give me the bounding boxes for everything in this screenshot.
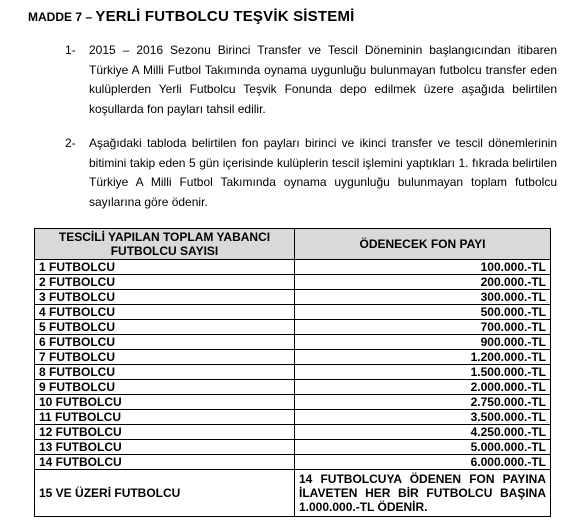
player-count-cell: 11 FUTBOLCU: [35, 410, 295, 425]
player-count-cell: 5 FUTBOLCU: [35, 320, 295, 335]
article-heading: YERLİ FUTBOLCU TEŞVİK SİSTEMİ: [95, 8, 355, 25]
paragraph-number: 2-: [65, 136, 76, 150]
player-count-cell: 4 FUTBOLCU: [35, 305, 295, 320]
player-count-cell: 12 FUTBOLCU: [35, 425, 295, 440]
player-count-cell: 15 VE ÜZERİ FUTBOLCU: [35, 470, 295, 517]
player-count-cell: 8 FUTBOLCU: [35, 365, 295, 380]
player-count-cell: 13 FUTBOLCU: [35, 440, 295, 455]
header-player-count: TESCİLİ YAPILAN TOPLAM YABANCI FUTBOLCU SAYISI: [35, 229, 295, 260]
paragraph-1: [65, 41, 557, 119]
fund-share-cell: 1.200.000.-TL: [295, 350, 551, 365]
table-row: [35, 275, 551, 290]
fund-share-table: [34, 228, 551, 517]
fund-share-cell: 900.000.-TL: [295, 335, 551, 350]
table-row-last: [35, 470, 551, 517]
table-row: [35, 380, 551, 395]
fund-share-cell: 700.000.-TL: [295, 320, 551, 335]
table-row: [35, 350, 551, 365]
player-count-cell: 10 FUTBOLCU: [35, 395, 295, 410]
paragraph-text: Aşağıdaki tabloda belirtilen fon payları birinci ve ikinci transfer ve tescil dönemlerinin bitimini takip eden 5 gün içerisinde kulüplerin tescil işlemini yaptıkları 1. fıkrada belirtilen Türkiye A Milli Futbol Takımında oynama uygunluğu bulunmayan toplam futbolcu sayılarına göre ödenir.: [89, 136, 557, 209]
player-count-cell: 1 FUTBOLCU: [35, 260, 295, 275]
table-row: [35, 320, 551, 335]
table-row: [35, 305, 551, 320]
table-row: [35, 395, 551, 410]
player-count-cell: 7 FUTBOLCU: [35, 350, 295, 365]
fund-share-cell: 200.000.-TL: [295, 275, 551, 290]
table-row: [35, 260, 551, 275]
fund-share-cell: 5.000.000.-TL: [295, 440, 551, 455]
player-count-cell: 3 FUTBOLCU: [35, 290, 295, 305]
player-count-cell: 9 FUTBOLCU: [35, 380, 295, 395]
fund-share-cell: 1.500.000.-TL: [295, 365, 551, 380]
fund-share-cell: 14 FUTBOLCUYA ÖDENEN FON PAYINA İLAVETEN HER BİR FUTBOLCU BAŞINA 1.000.000.-TL ÖDENİR.: [295, 470, 551, 517]
table-row: [35, 410, 551, 425]
table-header-row: [35, 229, 551, 260]
fund-share-cell: 500.000.-TL: [295, 305, 551, 320]
table-row: [35, 335, 551, 350]
fund-share-cell: 2.000.000.-TL: [295, 380, 551, 395]
paragraph-number: 1-: [65, 43, 76, 57]
table-row: [35, 290, 551, 305]
paragraph-2: [65, 134, 557, 212]
fund-share-cell: 300.000.-TL: [295, 290, 551, 305]
header-fund-share: ÖDENECEK FON PAYI: [295, 229, 551, 260]
table-body: [35, 260, 551, 470]
player-count-cell: 14 FUTBOLCU: [35, 455, 295, 470]
table-row: [35, 455, 551, 470]
player-count-cell: 2 FUTBOLCU: [35, 275, 295, 290]
fund-share-cell: 6.000.000.-TL: [295, 455, 551, 470]
fund-share-cell: 4.250.000.-TL: [295, 425, 551, 440]
fund-share-cell: 3.500.000.-TL: [295, 410, 551, 425]
table-row: [35, 365, 551, 380]
article-number: MADDE 7 –: [28, 10, 96, 24]
fund-share-cell: 2.750.000.-TL: [295, 395, 551, 410]
fund-share-cell: 100.000.-TL: [295, 260, 551, 275]
table-row: [35, 440, 551, 455]
article-title: [28, 8, 355, 26]
player-count-cell: 6 FUTBOLCU: [35, 335, 295, 350]
paragraph-text: 2015 – 2016 Sezonu Birinci Transfer ve Tescil Döneminin başlangıcından itibaren Türkiye A Milli Futbol Takımında oynama uygunluğu bulunmayan futbolcu transfer eden kulüplerden Yerli Futbolcu Teşvik Fonunda depo edilmek üzere aşağıda belirtilen koşullarda fon payları tahsil edilir.: [89, 43, 557, 116]
table-row: [35, 425, 551, 440]
